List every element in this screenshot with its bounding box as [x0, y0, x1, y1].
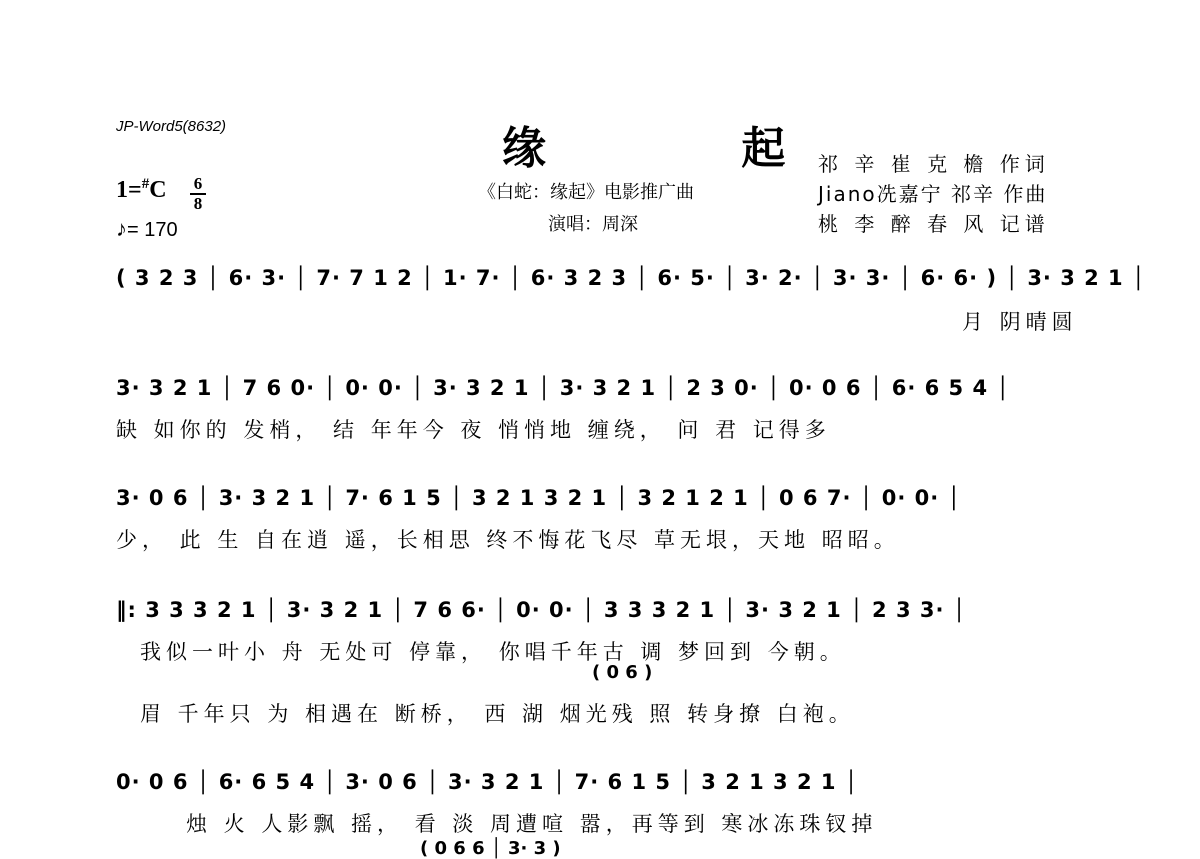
sharp-accidental: #: [141, 176, 150, 192]
score-line-4-paren: ( 0 6 ): [592, 662, 653, 683]
score-line-1-notes: ( 3 2 3 │ 6· 3· │ 7· 7 1 2 │ 1· 7· │ 6· 3 2 3 │ 6· 5· │ 3· 2· │ 3· 3· │ 6· 6· ) │ 3· 3 2 1 │: [116, 266, 1146, 290]
score-line-3-lyrics: 少， 此 生 自在逍 遥，长相思 终不悔花飞尽 草无垠，天地 昭昭。: [116, 528, 900, 552]
score-line-5-notes: 0· 0 6 │ 6· 6 5 4 │ 3· 0 6 │ 3· 3 2 1 │ 7· 6 1 5 │ 3 2 1 3 2 1 │: [116, 770, 859, 794]
time-bottom: 8: [193, 194, 203, 213]
score-line-4-notes: ‖: 3 3 3 2 1 │ 3· 3 2 1 │ 7 6 6· │ 0· 0· │ 3 3 3 2 1 │ 3· 3 2 1 │ 2 3 3· │: [116, 598, 967, 622]
score-line-2-notes: 3· 3 2 1 │ 7 6 0· │ 0· 0· │ 3· 3 2 1 │ 3· 3 2 1 │ 2 3 0· │ 0· 0 6 │ 6· 6 5 4 │: [116, 376, 1011, 400]
time-top: 6: [193, 174, 203, 193]
score-line-2-lyrics: 缺 如你的 发梢， 结 年年今 夜 悄悄地 缠绕， 问 君 记得多: [116, 418, 831, 442]
singer: 演唱：周深: [548, 214, 638, 235]
time-signature: [190, 176, 206, 212]
key-signature: [116, 176, 167, 204]
score-line-4-lyrics-verse1: 我似一叶小 舟 无处可 停靠， 你唱千年古 调 梦回到 今朝。: [140, 640, 846, 664]
watermark: JP-Word5(8632): [116, 118, 227, 135]
score-line-5-lyrics: 烛 火 人影飘 摇， 看 淡 周遭喧 嚣，再等到 寒冰冻珠钗掉: [186, 812, 878, 836]
key-note: C: [149, 177, 167, 203]
score-line-3-notes: 3· 0 6 │ 3· 3 2 1 │ 7· 6 1 5 │ 3 2 1 3 2 1 │ 3 2 1 2 1 │ 0 6 7· │ 0· 0· │: [116, 486, 962, 510]
lyricist-credit: 祁 辛 崔 克 檐 作词: [818, 152, 1050, 176]
song-title: 缘 起: [502, 123, 876, 174]
score-line-1-lyrics: 月 阴晴圆: [962, 310, 1078, 334]
score-line-5-paren: ( 0 6 6 │ 3· 3 ): [420, 838, 561, 859]
subtitle: 《白蛇：缘起》电影推广曲: [478, 182, 694, 203]
tempo-marking: [116, 216, 178, 242]
eighth-note-icon: ♪: [116, 216, 127, 241]
composer-credit: Jiano冼嘉宁 祁辛 作曲: [818, 182, 1048, 206]
tempo-value: = 170: [127, 219, 178, 241]
key-prefix: 1=: [116, 177, 142, 203]
transcriber-credit: 桃 李 醉 春 风 记谱: [818, 212, 1050, 236]
score-line-4-lyrics-verse2: 眉 千年只 为 相遇在 断桥， 西 湖 烟光残 照 转身撩 白袍。: [140, 702, 855, 726]
